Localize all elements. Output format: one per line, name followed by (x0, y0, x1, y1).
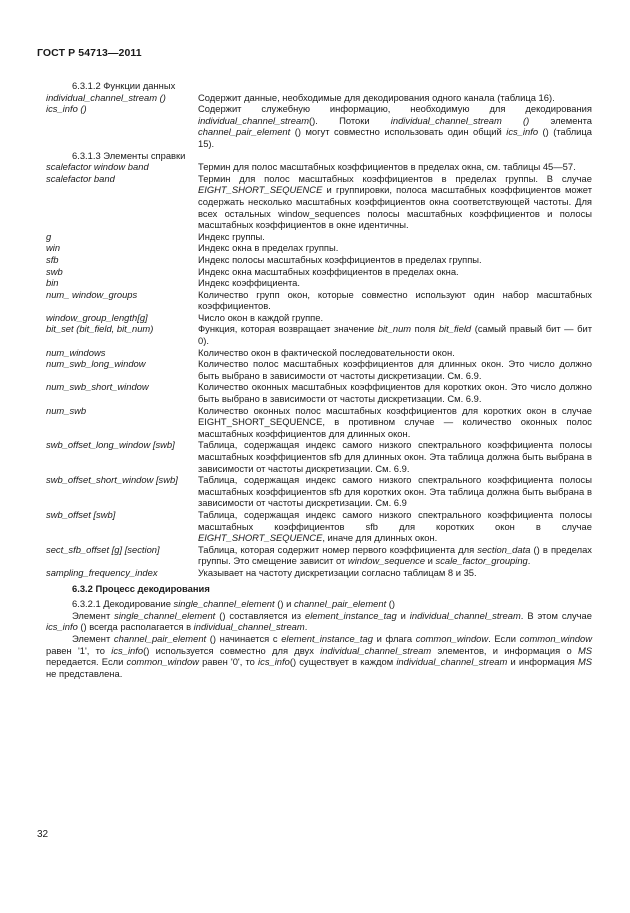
definition-text: Количество оконных полос масштабных коэффициентов для коротких окон в случае EIGHT_SHORT_SEQUENCE, в противном случае — количество оконных полос масштабных коэффициентов для длинных окон. (198, 404, 592, 439)
definition-row (46, 405, 592, 440)
definition-term: sampling_frequency_index (46, 566, 158, 578)
definition-text: Количество окон в фактической последовательности окон. (198, 346, 455, 358)
definition-row (46, 254, 592, 266)
definition-term: ics_info () (46, 103, 87, 115)
definition-term: sect_sfb_offset [g] [section] (46, 543, 160, 555)
definition-term: individual_channel_stream () (46, 91, 166, 103)
definition-term: swb_offset_long_window [swb] (46, 439, 175, 451)
definition-text: Число окон в каждой группе. (198, 311, 324, 323)
definition-row (46, 544, 592, 567)
definition-row (46, 92, 592, 104)
definition-term: num_swb (46, 404, 87, 416)
definition-term: sfb (46, 253, 59, 265)
definition-text: Содержит данные, необходимые для декодирования одного канала (таблица 16). (198, 91, 555, 103)
definition-term: num_swb_long_window (46, 358, 146, 370)
definition-text: Количество оконных масштабных коэффициентов для коротких окон. Это число должно быть выбрано в зависимости от частоты дискретизации. См. 6.9. (198, 381, 592, 405)
definition-row (46, 347, 592, 359)
definition-term: bit_set (bit_field, bit_num) (46, 323, 154, 335)
definition-text: Таблица, которая содержит номер первого коэффициента для section_data () в пределах группы. Это смещение зависит от window_sequence и scale_factor_grouping. (198, 543, 592, 567)
definition-term: bin (46, 277, 59, 289)
definition-term: num_swb_short_window (46, 381, 149, 393)
definition-row (46, 289, 592, 312)
definition-row (46, 323, 592, 346)
definition-term: scalefactor window band (46, 161, 149, 173)
definition-text: Функция, которая возвращает значение bit_num поля bit_field (самый правый бит — бит 0). (198, 323, 592, 347)
standard-header: ГОСТ Р 54713—2011 (37, 47, 142, 59)
definition-text: Термин для полос масштабных коэффициентов в пределах окна, см. таблицы 45—57. (198, 161, 576, 173)
definition-term: num_ window_groups (46, 288, 138, 300)
decoding-paragraph-3: Элемент channel_pair_element () начинается с element_instance_tag и флага common_window. Если common_window равен '1', то ics_info() используется совместно для двух individual_channel_stream элементов, и информация о MS передается. Если common_window равен '0', то ics_info() существует в каждом individual_channel_stream и информация MS не представлена. (46, 632, 593, 679)
definition-row (46, 173, 592, 231)
definition-text: Индекс коэффициента. (198, 277, 300, 289)
definition-term: win (46, 242, 61, 254)
subsection-heading-data-functions: 6.3.1.2 Функции данных (72, 80, 176, 91)
definition-term: g (46, 230, 52, 242)
definition-text: Количество полос масштабных коэффициентов для длинных окон. Это число должно быть выбрано в зависимости от частоты дискретизации. См. 6.9. (198, 358, 592, 381)
definition-row (46, 277, 592, 289)
section-heading-decoding-process: 6.3.2 Процесс декодирования (72, 582, 210, 594)
definition-term: swb (46, 265, 63, 277)
decoding-paragraph-1: 6.3.2.1 Декодирование single_channel_element () и channel_pair_element () (72, 598, 396, 610)
functions-definition-list (46, 92, 592, 150)
definition-row (46, 358, 592, 381)
definition-term: window_group_length[g] (46, 311, 148, 323)
definition-text: Таблица, содержащая индекс самого низкого спектрального коэффициента полосы масштабных коэффициентов sfb для коротких окон. Эта таблица должна быть выбрана в зависимости от частоты дискретизации. См. 6.9 (198, 474, 592, 509)
definition-text: Индекс группы. (198, 230, 265, 242)
definition-row (46, 567, 592, 579)
definition-text: Указывает на частоту дискретизации согласно таблицам 8 и 35. (198, 566, 477, 578)
definition-row (46, 103, 592, 149)
definition-row (46, 242, 592, 254)
definition-row (46, 439, 592, 474)
definition-text: Количество групп окон, которые совместно используют один набор масштабных коэффициентов. (198, 288, 592, 312)
definition-row (46, 266, 592, 278)
definition-text: Таблица, содержащая индекс самого низкого спектрального коэффициента полосы масштабных коэффициентов sfb для коротких окон в случае EIGHT_SHORT_SEQUENCE, иначе для длинных окон. (198, 508, 592, 544)
definition-text: Таблица, содержащая индекс самого низкого спектрального коэффициента полосы масштабных коэффициентов sfb для длинных окон. Эта таблица должна быть выбрана в зависимости от частоты дискретизации. См. 6.9. (198, 439, 592, 474)
definition-term: scalefactor band (46, 172, 115, 184)
definition-text: Индекс полосы масштабных коэффициентов в пределах группы. (198, 253, 482, 265)
definition-row (46, 312, 592, 324)
definition-text: Индекс окна в пределах группы. (198, 242, 339, 254)
definition-row (46, 474, 592, 509)
definition-row (46, 161, 592, 173)
definition-row (46, 231, 592, 243)
definition-row (46, 509, 592, 544)
definition-term: num_windows (46, 346, 106, 358)
definition-term: swb_offset [swb] (46, 508, 116, 520)
definition-text: Индекс окна масштабных коэффициентов в пределах окна. (198, 265, 459, 277)
definition-row (46, 381, 592, 404)
page-content (46, 80, 592, 679)
definition-text: Содержит служебную информацию, необходимую для декодирования individual_channel_stream(). Потоки individual_channel_stream () элемента channel_pair_element () могут совместно использовать один общий ics_info () (таблица 15). (198, 103, 593, 149)
subsection-heading-reference-elements: 6.3.1.3 Элементы справки (72, 149, 186, 161)
decoding-paragraph-2: Элемент single_channel_element () составляется из element_instance_tag и individual_channel_stream. В этом случае ics_info () всегда располагается в individual_channel_stream. (46, 609, 592, 633)
definition-text: Термин для полос масштабных коэффициентов в пределах группы. В случае EIGHT_SHORT_SEQUENCE и группировки, полоса масштабных коэффициентов может содержать несколько масштабных коэффициентов окна соответствующей частоты. Для всех остальных window_sequences полосы масштабных коэффициентов и полосы масштабных коэффициентов в окне идентичны. (198, 172, 592, 231)
elements-definition-list (46, 161, 592, 578)
page-number: 32 (37, 829, 49, 840)
definition-term: swb_offset_short_window [swb] (46, 474, 178, 486)
